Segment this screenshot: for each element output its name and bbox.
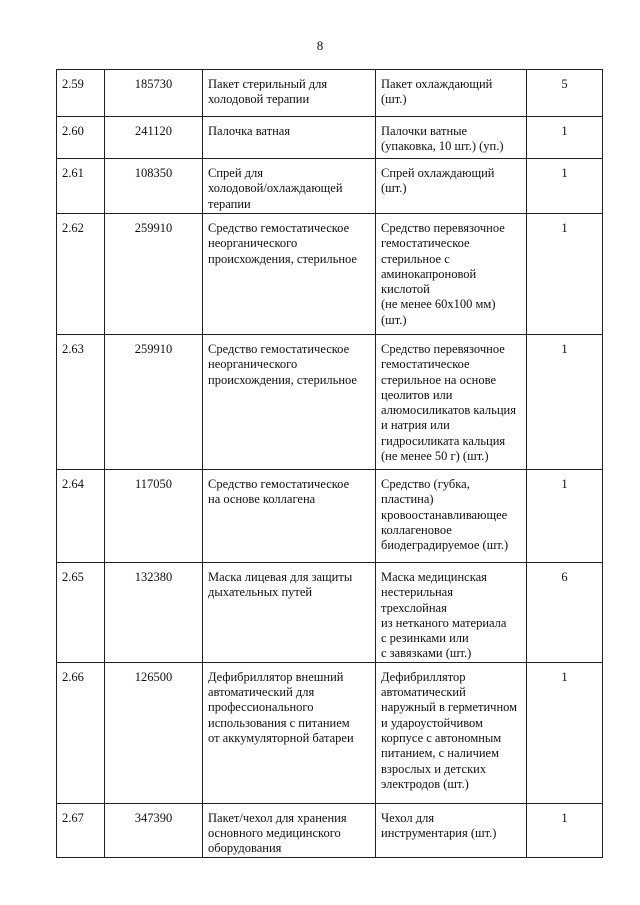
item-name [203,159,376,214]
item-quantity: 6 [527,563,603,663]
item-spec [376,563,527,663]
item-code: 347390 [105,803,203,857]
row-number: 2.62 [57,214,105,335]
item-name [203,214,376,335]
item-code: 185730 [105,70,203,117]
item-spec-text: Средство перевязочное гемостатическое стерильное на основе цеолитов или алюмосиликатов кальция и натрия или гидросиликата кальция (не менее 50 г) (шт.) [381,342,516,464]
table-row [57,159,603,214]
item-spec [376,470,527,563]
item-spec-text: Дефибриллятор автоматический наружный в герметичном и удароустойчивом корпусе с автономным питанием, с наличием взрослых и детских электродов (шт.) [381,669,518,791]
item-spec [376,117,527,159]
item-spec-text: Палочки ватные (упаковка, 10 шт.) (уп.) [381,124,504,154]
item-name-text: Спрей для холодовой/охлаждающей терапии [208,166,343,211]
item-name-text: Палочка ватная [208,124,291,138]
item-name-text: Дефибриллятор внешний автоматический для профессионального использования с питанием от аккумуляторной батареи [208,669,354,745]
item-quantity: 1 [527,803,603,857]
item-spec-text: Спрей охлаждающий (шт.) [381,166,495,196]
item-spec-text: Средство перевязочное гемостатическое стерильное с аминокапроновой кислотой (не менее 60x100 мм) (шт.) [381,221,505,327]
item-name-text: Средство гемостатическое неорганического происхождения, стерильное [208,221,357,266]
item-name [203,335,376,470]
table-row [57,214,603,335]
item-spec-text: Чехол для инструментария (шт.) [381,810,497,841]
item-quantity: 1 [527,662,603,803]
row-number: 2.63 [57,335,105,470]
item-quantity: 1 [527,214,603,335]
item-code: 132380 [105,563,203,663]
item-spec [376,335,527,470]
row-number: 2.61 [57,159,105,214]
item-quantity: 1 [527,117,603,159]
item-spec [376,214,527,335]
item-spec [376,803,527,857]
table-row [57,117,603,159]
item-spec [376,662,527,803]
item-spec [376,159,527,214]
page-number: 8 [316,38,324,53]
item-code: 117050 [105,470,203,563]
row-number: 2.60 [57,117,105,159]
table-row [57,662,603,803]
item-name-text: Средство гемостатическое на основе коллагена [208,477,350,507]
item-name [203,803,376,857]
item-spec-text: Средство (губка, пластина) кровоостанавливающее коллагеновое биодеградируемое (шт.) [381,477,509,553]
item-quantity: 1 [527,470,603,563]
item-code: 126500 [105,662,203,803]
table-row [57,803,603,857]
item-code: 259910 [105,335,203,470]
item-code: 259910 [105,214,203,335]
item-spec-text: Маска медицинская нестерильная трехслойная из нетканого материала с резинками или с завязками (шт.) [381,570,507,661]
item-quantity: 1 [527,335,603,470]
item-name [203,662,376,803]
equipment-table [56,69,603,858]
item-name [203,470,376,563]
item-quantity: 1 [527,159,603,214]
table-row [57,470,603,563]
table-row [57,335,603,470]
row-number: 2.65 [57,563,105,663]
item-name [203,563,376,663]
row-number: 2.64 [57,470,105,563]
row-number: 2.66 [57,662,105,803]
item-quantity: 5 [527,70,603,117]
item-spec [376,70,527,117]
item-code: 108350 [105,159,203,214]
table-row [57,563,603,663]
item-spec-text: Пакет охлаждающий (шт.) [381,77,493,107]
item-name-text: Пакет/чехол для хранения основного медицинского оборудования [208,810,347,856]
item-name-text: Маска лицевая для защиты дыхательных путей [208,570,353,600]
item-name [203,70,376,117]
table-row [57,70,603,117]
item-code: 241120 [105,117,203,159]
item-name-text: Пакет стерильный для холодовой терапии [208,77,328,107]
row-number: 2.67 [57,803,105,857]
item-name-text: Средство гемостатическое неорганического происхождения, стерильное [208,342,357,387]
row-number: 2.59 [57,70,105,117]
item-name [203,117,376,159]
